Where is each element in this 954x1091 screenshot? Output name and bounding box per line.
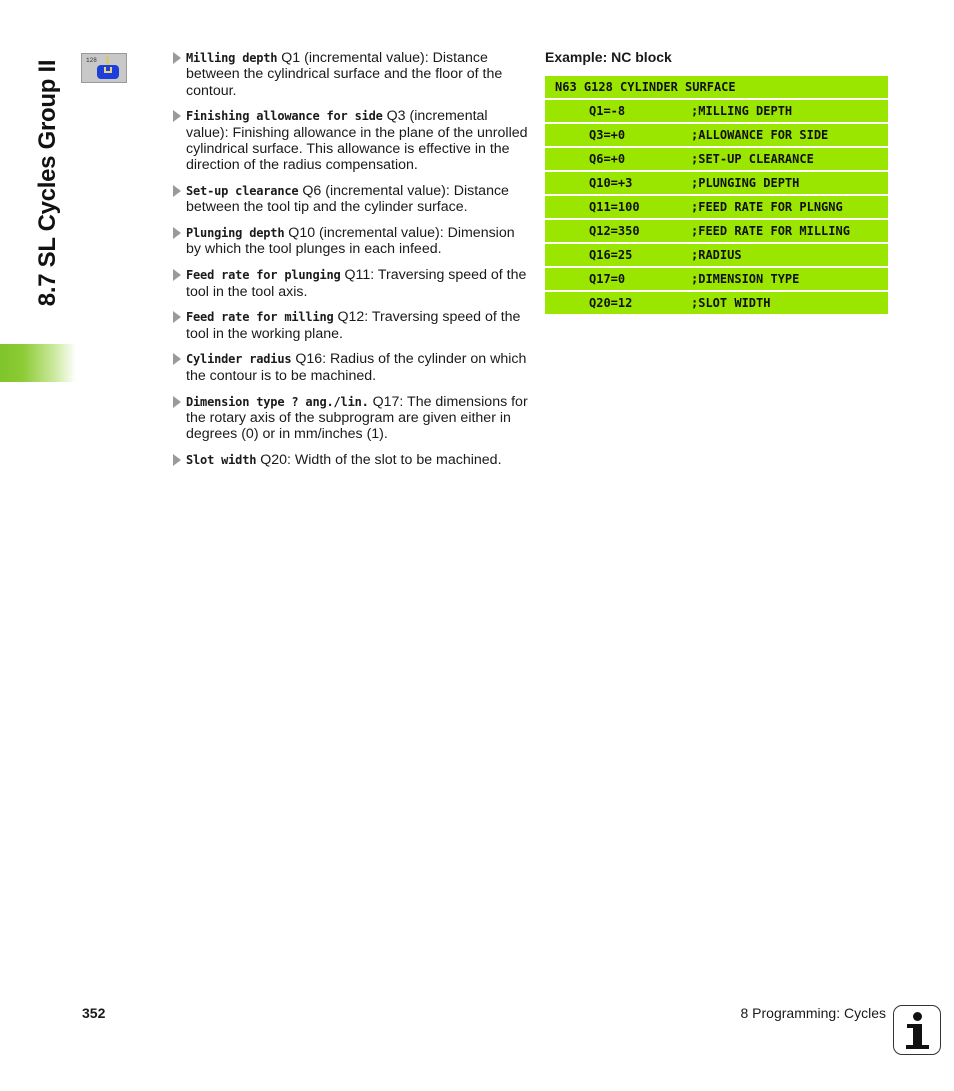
nc-parameter: Q20=12	[589, 296, 633, 310]
section-title: 8.7 SL Cycles Group II	[34, 59, 61, 307]
nc-comment: ;DIMENSION TYPE	[691, 272, 800, 286]
nc-comment: ;SLOT WIDTH	[691, 296, 771, 310]
parameter-keyword: Feed rate for plunging	[186, 268, 341, 283]
nc-block-header: N63 G128 CYLINDER SURFACE	[545, 76, 888, 98]
nc-comment: ;RADIUS	[691, 248, 742, 262]
info-stem	[913, 1024, 922, 1046]
nc-parameter: Q10=+3	[589, 176, 633, 190]
parameter-item	[172, 452, 528, 468]
bullet-arrow-icon	[173, 454, 181, 466]
nc-block-row	[545, 196, 888, 218]
nc-comment: ;FEED RATE FOR PLNGNG	[691, 200, 843, 214]
parameter-item	[172, 183, 528, 216]
parameter-item	[172, 108, 528, 173]
parameter-keyword: Cylinder radius	[186, 352, 292, 367]
nc-parameter: Q3=+0	[589, 128, 626, 142]
parameter-item	[172, 50, 528, 99]
bullet-arrow-icon	[173, 110, 181, 122]
nc-block-example	[545, 49, 888, 316]
bullet-arrow-icon	[173, 353, 181, 365]
parameter-description: Q6 (incremental value): Distance between the tool tip and the cylinder surface.	[186, 183, 509, 216]
bullet-arrow-icon	[173, 269, 181, 281]
parameter-description: Q20: Width of the slot to be machined.	[256, 451, 502, 468]
parameter-description: Q17: The dimensions for the rotary axis of the subprogram are given either in degrees (0) or in mm/inches (1).	[186, 393, 528, 443]
parameter-keyword: Plunging depth	[186, 226, 285, 241]
example-title: Example: NC block	[545, 49, 672, 65]
parameter-keyword: Feed rate for milling	[186, 310, 334, 325]
parameter-description: Q12: Traversing speed of the tool in the working plane.	[186, 309, 521, 342]
chapter-label: 8 Programming: Cycles	[740, 1005, 886, 1021]
nc-block-row	[545, 172, 888, 194]
nc-block-row	[545, 292, 888, 314]
parameter-item	[172, 225, 528, 258]
bullet-arrow-icon	[173, 185, 181, 197]
cylinder-surface-cycle-icon	[81, 53, 127, 83]
bullet-arrow-icon	[173, 396, 181, 408]
nc-parameter: Q12=350	[589, 224, 640, 238]
bullet-arrow-icon	[173, 52, 181, 64]
parameter-description: Q1 (incremental value): Distance between the cylindrical surface and the floor of the contour.	[186, 50, 503, 99]
section-title-vertical	[28, 48, 68, 318]
nc-block-row	[545, 244, 888, 266]
nc-block-row	[545, 268, 888, 290]
parameter-keyword: Milling depth	[186, 51, 278, 65]
slot-icon	[104, 67, 112, 73]
parameter-item	[172, 394, 528, 443]
info-serif-bottom	[906, 1045, 929, 1049]
cycle-number: 128	[86, 57, 97, 64]
info-icon	[893, 1005, 941, 1055]
nc-comment: ;SET-UP CLEARANCE	[691, 152, 814, 166]
nc-comment: ;ALLOWANCE FOR SIDE	[691, 128, 829, 142]
nc-comment: ;FEED RATE FOR MILLING	[691, 224, 850, 238]
section-tab-marker	[0, 344, 76, 382]
nc-block-row	[545, 124, 888, 146]
parameter-item	[172, 267, 528, 300]
page-number: 352	[82, 1005, 106, 1021]
nc-block-row	[545, 148, 888, 170]
parameter-keyword: Dimension type ? ang./lin.	[186, 394, 369, 409]
parameter-description: Q3 (incremental value): Finishing allowance in the plane of the unrolled cylindrical surface. This allowance is effective in the direction of the radius compensation.	[186, 108, 528, 174]
parameter-list	[172, 50, 528, 478]
nc-block-row	[545, 220, 888, 242]
parameter-description: Q16: Radius of the cylinder on which the contour is to be machined.	[186, 351, 527, 384]
nc-comment: ;MILLING DEPTH	[691, 104, 793, 118]
parameter-item	[172, 351, 528, 384]
nc-parameter: Q1=-8	[589, 104, 626, 118]
info-dot	[913, 1012, 922, 1021]
nc-parameter: Q17=0	[589, 272, 626, 286]
parameter-description: Q11: Traversing speed of the tool in the tool axis.	[186, 267, 527, 300]
parameter-keyword: Slot width	[186, 452, 257, 467]
tool-icon	[106, 56, 109, 65]
nc-block-row	[545, 100, 888, 122]
bullet-arrow-icon	[173, 227, 181, 239]
parameter-description: Q10 (incremental value): Dimension by which the tool plunges in each infeed.	[186, 225, 515, 258]
parameter-keyword: Finishing allowance for side	[186, 109, 383, 124]
nc-parameter: Q16=25	[589, 248, 633, 262]
parameter-item	[172, 309, 528, 342]
nc-comment: ;PLUNGING DEPTH	[691, 176, 800, 190]
bullet-arrow-icon	[173, 311, 181, 323]
nc-parameter: Q6=+0	[589, 152, 626, 166]
parameter-keyword: Set-up clearance	[186, 184, 299, 199]
nc-parameter: Q11=100	[589, 200, 640, 214]
